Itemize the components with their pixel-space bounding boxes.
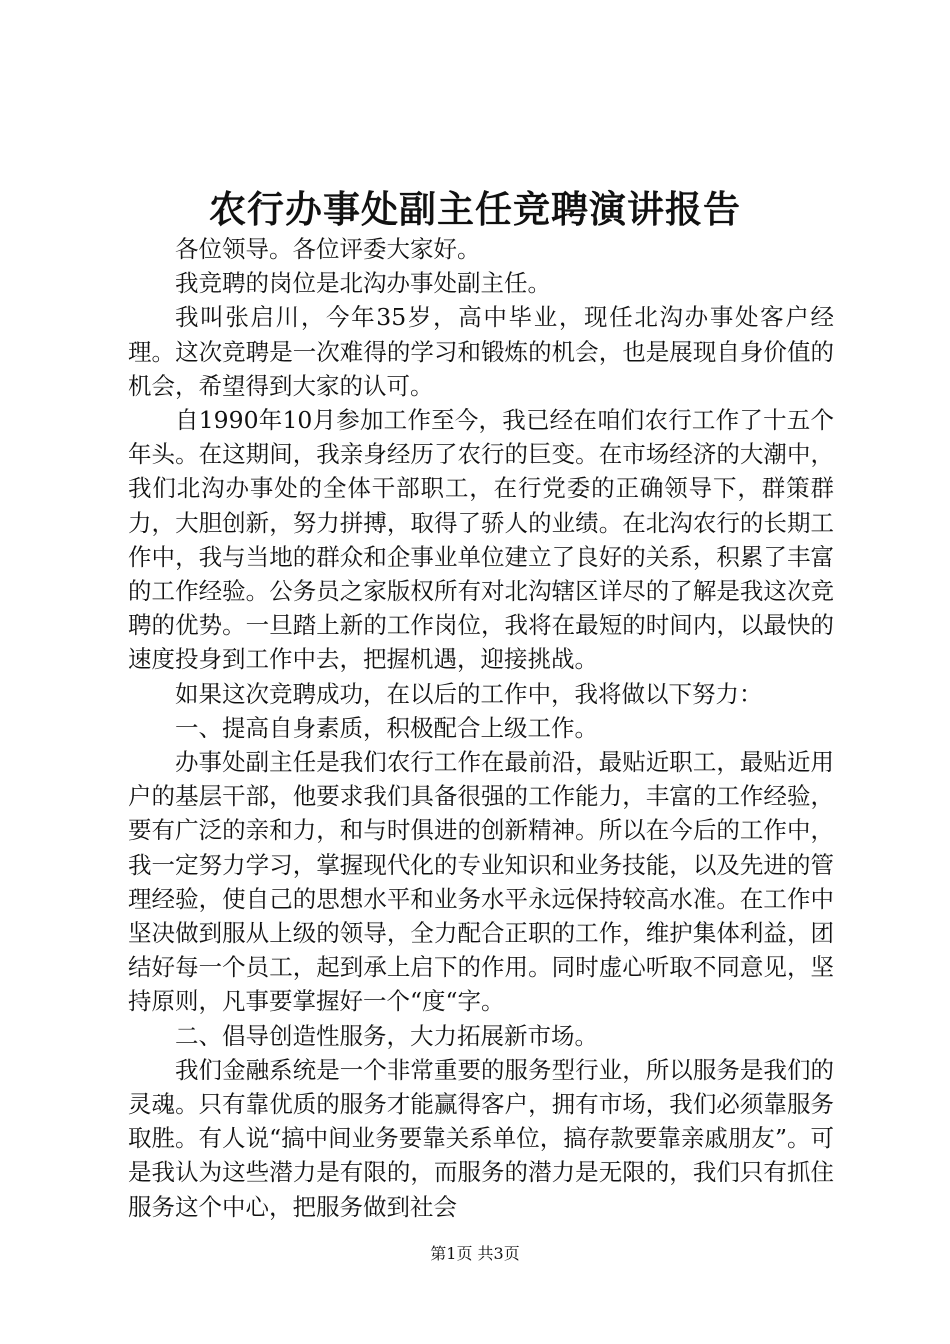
document-body — [128, 232, 834, 1224]
paragraph: 我竞聘的岗位是北沟办事处副主任。 — [175, 269, 551, 298]
paragraph: 我们金融系统是一个非常重要的服务型行业，所以服务是我们的灵魂。只有靠优质的服务才能赢得客户，拥有市场，我们必须靠服务取胜。有人说“搞中间业务要靠关系单位，搞存款要靠亲戚朋友”。可是我认为这些潜力是有限的，而服务的潜力是无限的，我们只有抓住服务这个中心，把服务做到社会 — [128, 1055, 834, 1221]
page-footer: 第1页 共3页 — [430, 1244, 520, 1263]
paragraph: 各位领导。各位评委大家好。 — [175, 235, 481, 263]
document-title: 农行办事处副主任竞聘演讲报告 — [209, 187, 741, 231]
section-heading: 一、提高自身素质，积极配合上级工作。 — [175, 713, 598, 742]
paragraph: 自1990年10月参加工作至今，我已经在咱们农行工作了十五个年头。在这期间，我亲身经历了农行的巨变。在市场经济的大潮中，我们北沟办事处的全体干部职工，在行党委的正确领导下，群策群力，大胆创新，努力拼搏，取得了骄人的业绩。在北沟农行的长期工作中，我与当地的群众和企事业单位建立了良好的关系，积累了丰富的工作经验。公务员之家版权所有对北沟辖区详尽的了解是我这次竞聘的优势。一旦踏上新的工作岗位，我将在最短的时间内，以最快的速度投身到工作中去，把握机遇，迎接挑战。 — [128, 406, 834, 674]
paragraph: 办事处副主任是我们农行工作在最前沿，最贴近职工，最贴近用户的基层干部，他要求我们具备很强的工作能力，丰富的工作经验，要有广泛的亲和力，和与时俱进的创新精神。所以在今后的工作中，我一定努力学习，掌握现代化的专业知识和业务技能，以及先进的管理经验，使自己的思想水平和业务水平永远保持较高水准。在工作中坚决做到服从上级的领导，全力配合正职的工作，维护集体利益，团结好每一个员工，起到承上启下的作用。同时虚心听取不同意见，坚持原则，凡事要掌握好一个“度“字。 — [128, 748, 834, 1016]
section-heading: 二、倡导创造性服务，大力拓展新市场。 — [175, 1021, 598, 1050]
paragraph: 如果这次竞聘成功，在以后的工作中，我将做以下努力： — [175, 679, 763, 708]
paragraph: 我叫张启川，今年35岁，高中毕业，现任北沟办事处客户经理。这次竞聘是一次难得的学习和锻炼的机会，也是展现自身价值的机会，希望得到大家的认可。 — [128, 303, 834, 400]
